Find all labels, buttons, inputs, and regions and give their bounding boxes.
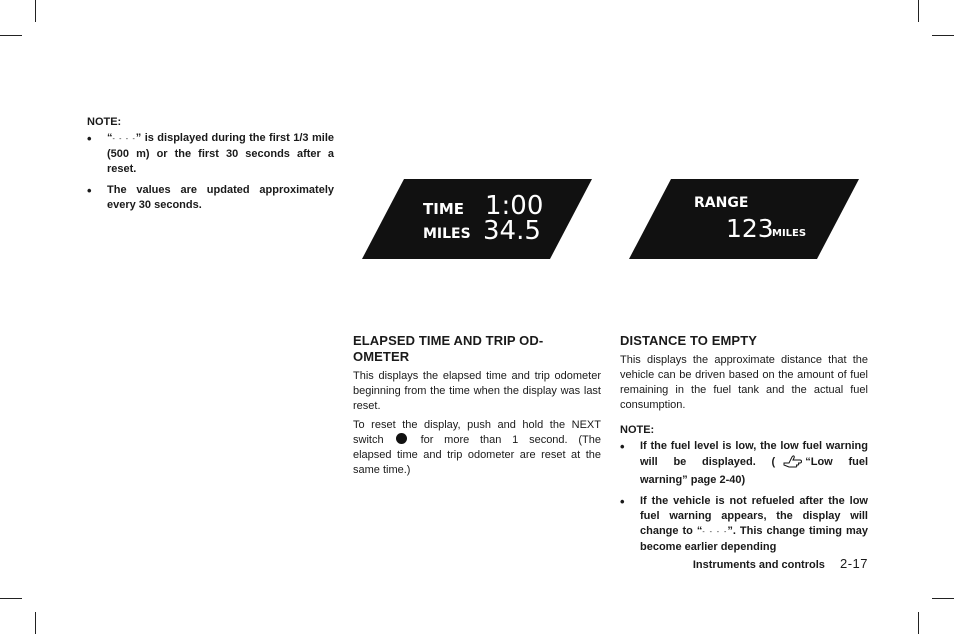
note-item: • “- - - -” is displayed during the first 1/3 mile (500 m) or the first 30 seconds after a reset. — [87, 131, 334, 177]
crop-mark — [918, 612, 919, 634]
dte-section — [620, 333, 868, 561]
time-label: TIME — [423, 200, 464, 218]
page-footer — [693, 556, 868, 573]
left-note — [87, 115, 334, 219]
crop-mark — [932, 598, 954, 599]
crop-mark — [35, 612, 36, 634]
range-label: RANGE — [694, 195, 749, 211]
note-label: NOTE: — [87, 116, 122, 128]
range-value: 123 — [726, 214, 774, 243]
crop-mark — [35, 0, 36, 22]
crop-mark — [0, 35, 22, 36]
note-item: • If the vehicle is not refueled after the low fuel warning appears, the display will change to “- - - -”. This change timing may become earlier depending — [620, 494, 868, 555]
display-background — [362, 179, 592, 259]
elapsed-heading: ELAPSED TIME AND TRIP OD- OMETER — [353, 333, 544, 364]
time-miles-display — [362, 179, 592, 259]
crop-mark — [918, 0, 919, 22]
note-list — [87, 131, 334, 213]
dte-note-list — [620, 439, 868, 555]
dte-heading: DISTANCE TO EMPTY — [620, 333, 758, 348]
elapsed-reset-instructions: To reset the display, push and hold the NEXT switch for more than 1 second. (The elapsed time and trip odometer are reset at the same time.) — [353, 419, 601, 476]
next-switch-icon — [396, 433, 407, 444]
time-value: 1:00 — [485, 191, 544, 221]
miles-label: MILES — [423, 226, 471, 242]
dte-description: This displays the approximate distance that the vehicle can be driven based on the amount of fuel remaining in the fuel tank and the actual fuel consumption. — [620, 354, 868, 411]
elapsed-description: This displays the elapsed time and trip odometer beginning from the time when the display was last reset. — [353, 370, 601, 412]
range-unit: MILES — [772, 228, 807, 239]
note-item: • If the fuel level is low, the low fuel warning will be displayed. ( “Low fuel warning” page 2-40) — [620, 439, 868, 488]
page-number: 2-17 — [839, 556, 868, 571]
note-item: • The values are updated approximately every 30 seconds. — [87, 183, 334, 213]
section-name: Instruments and controls — [692, 559, 825, 571]
dte-note-label: NOTE: — [620, 424, 655, 436]
page-reference-icon — [783, 454, 803, 473]
miles-value: 34.5 — [483, 216, 541, 246]
crop-mark — [932, 35, 954, 36]
elapsed-section — [353, 333, 601, 482]
crop-mark — [0, 598, 22, 599]
range-display — [629, 179, 859, 259]
